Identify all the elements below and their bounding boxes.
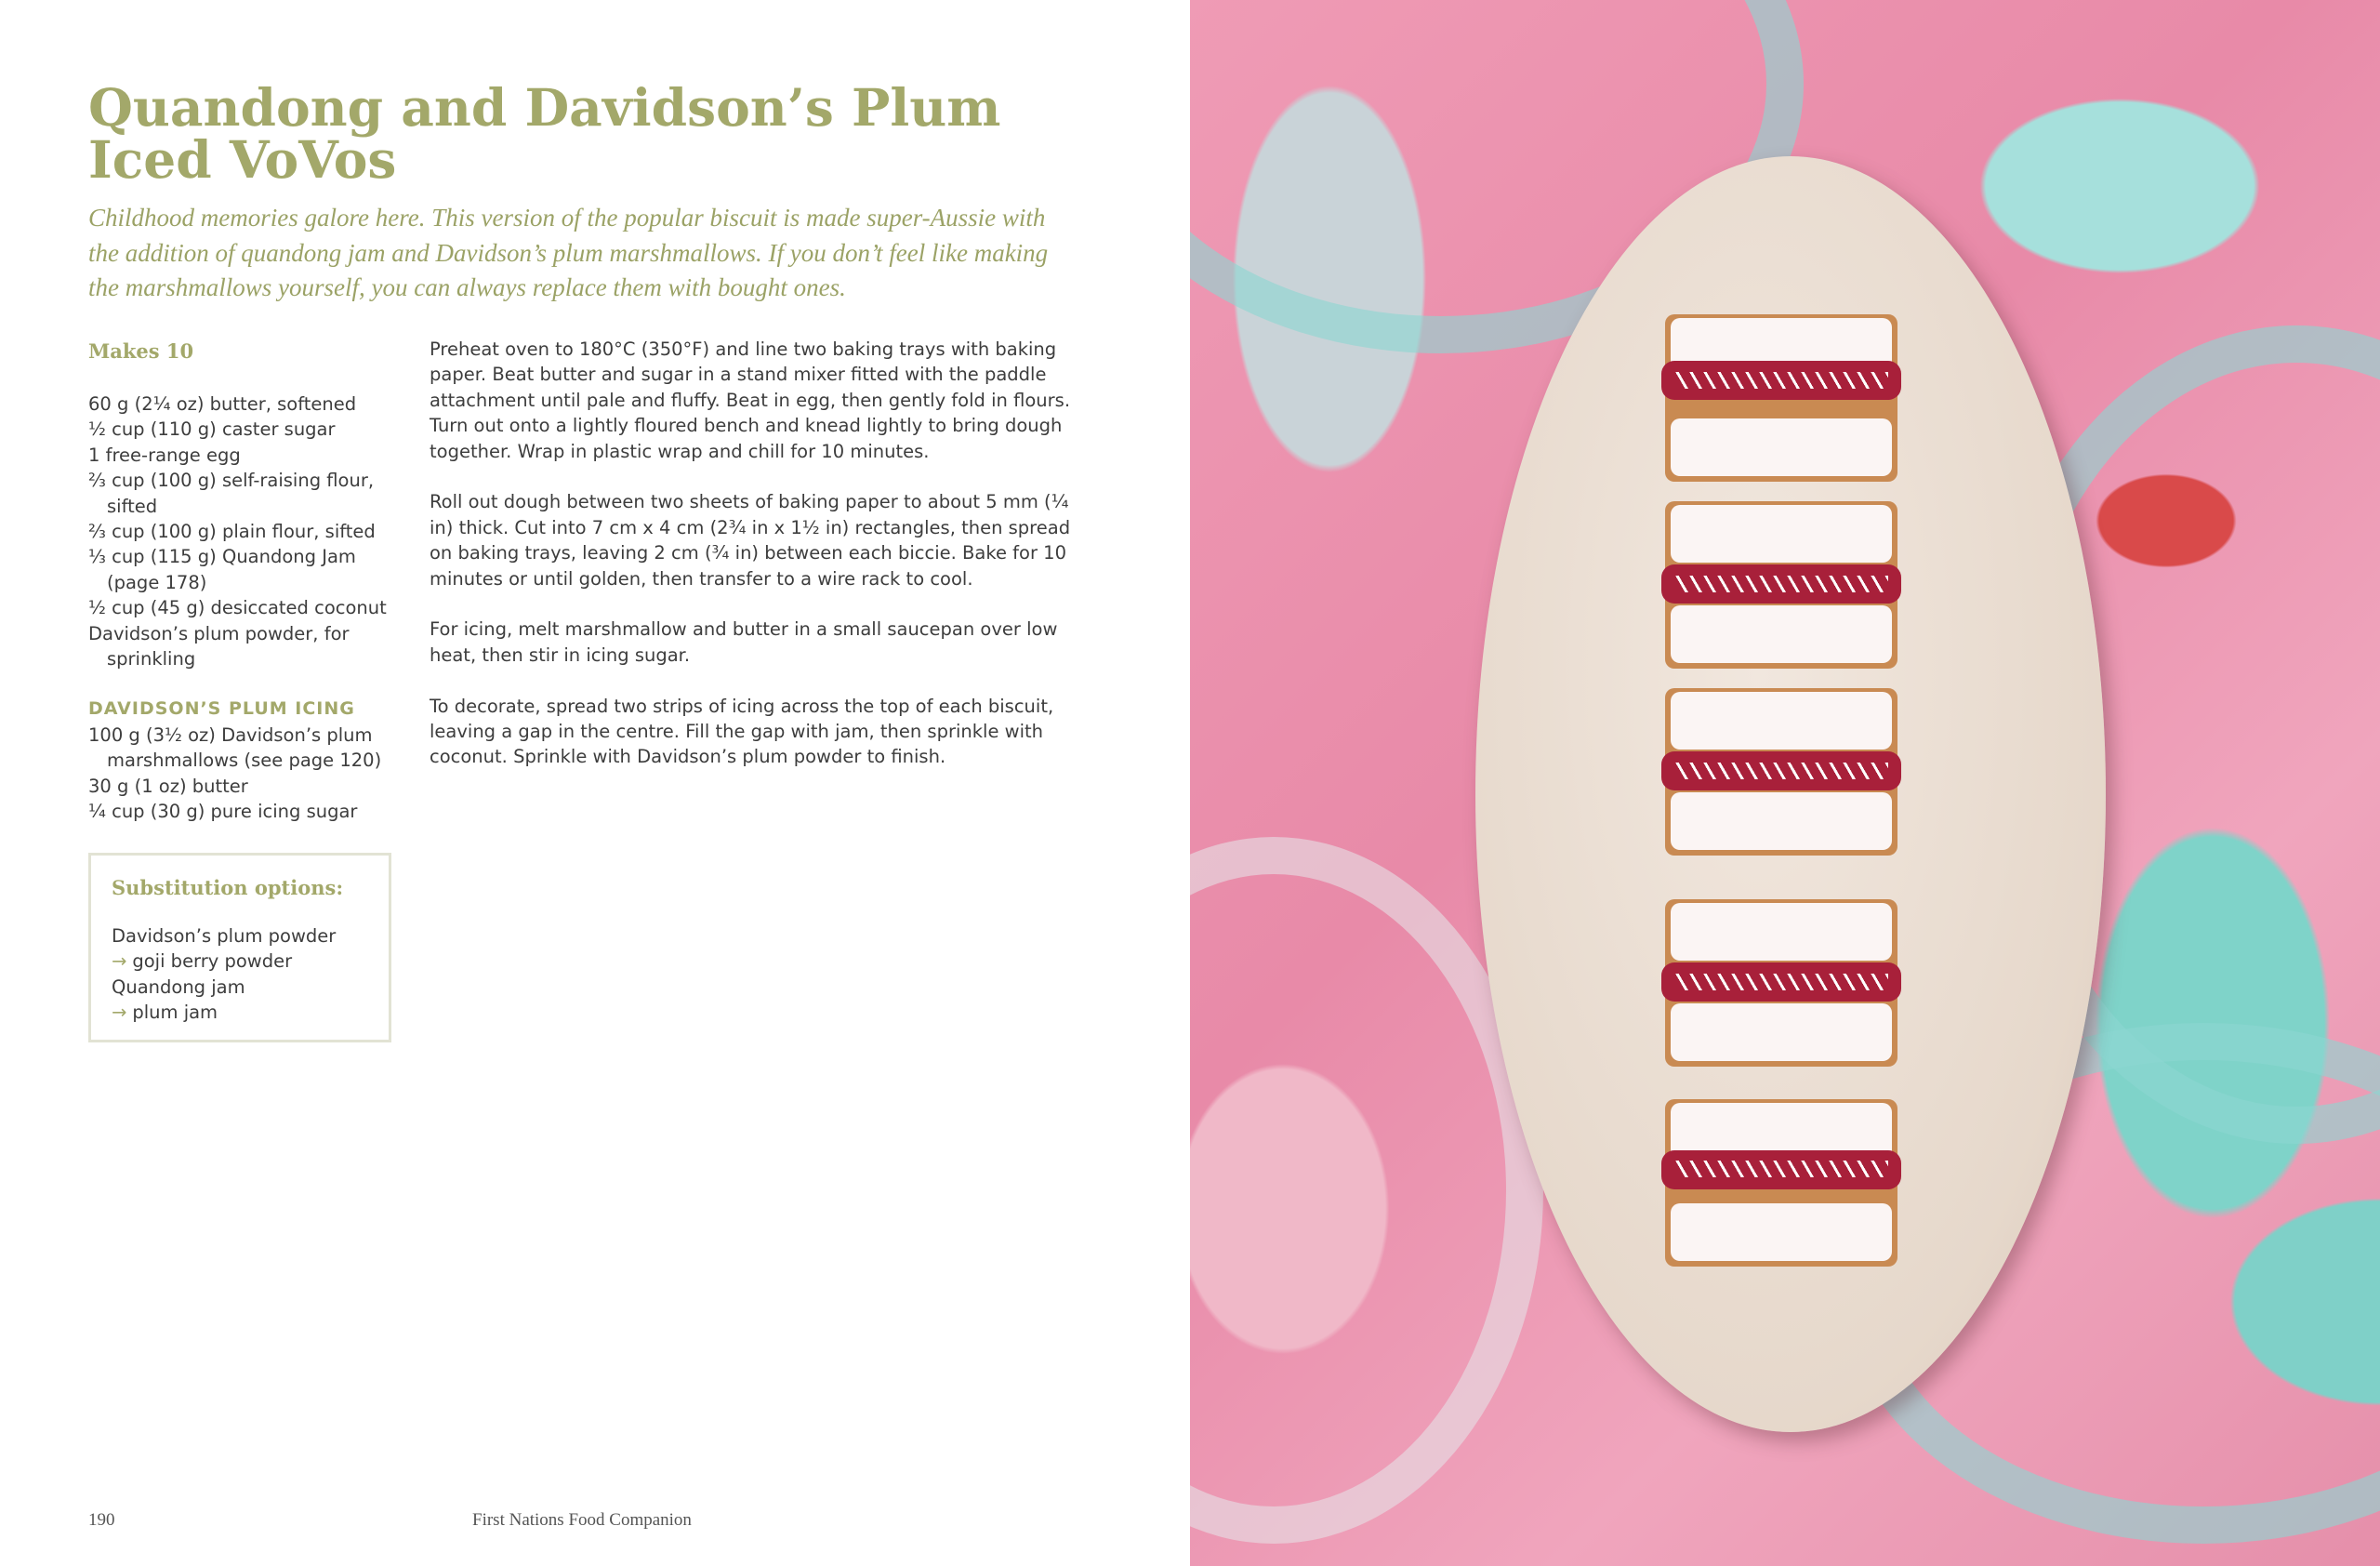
method-column <box>430 337 1080 795</box>
ingredient: 60 g (2¼ oz) butter, softened <box>88 393 357 415</box>
method-step: Roll out dough between two sheets of baking paper to about 5 mm (¼ in) thick. Cut into 7 cm x 4 cm (2¾ in x 1½ in) rectangles, then spread on baking trays, leaving 2 cm (¾ in) between each biccie. Bake for 10 minutes or until golden, then transfer to a wire rack to cool. <box>430 491 1071 590</box>
ingredient-list <box>88 392 404 671</box>
ingredient: 1 free-range egg <box>88 444 241 466</box>
substitution-to-text: plum jam <box>132 1002 218 1024</box>
substitution-from: Quandong jam <box>112 975 245 998</box>
page-number: 190 <box>88 1510 115 1530</box>
icing-heading: DAVIDSON’S PLUM ICING <box>88 698 355 720</box>
ingredient: Davidson’s plum powder, for sprinkling <box>88 622 350 670</box>
ingredient: ⅔ cup (100 g) plain flour, sifted <box>88 521 376 543</box>
arrow-right-icon: → <box>112 1002 127 1024</box>
biscuit <box>1665 688 1897 856</box>
recipe-photo <box>1190 0 2380 1566</box>
method-step: To decorate, spread two strips of icing across the top of each biscuit, leaving a gap in the centre. Fill the gap with jam, then sprinkle with coconut. Sprinkle with Davidson’s plum powder to finish. <box>430 695 1054 768</box>
substitution-from: Davidson’s plum powder <box>112 925 337 947</box>
icing-ingredient-list <box>88 723 404 825</box>
biscuit <box>1665 314 1897 482</box>
yield: Makes 10 <box>88 339 194 363</box>
ingredient: 30 g (1 oz) butter <box>88 775 248 797</box>
biscuit <box>1665 1099 1897 1267</box>
recipe-intro: Childhood memories galore here. This version of the popular biscuit is made super-Aussie with the addition of quandong jam and Davidson’s plum marshmallows. If you don’t feel like making the marshmallows yourself, you can always replace them with bought ones. <box>88 204 1049 302</box>
ingredient: 100 g (3½ oz) Davidson’s plum marshmallows (see page 120) <box>88 723 382 772</box>
substitution-heading: Substitution options: <box>112 876 344 899</box>
ingredients-column <box>88 337 404 825</box>
biscuit <box>1665 899 1897 1067</box>
substitution-to-text: goji berry powder <box>132 950 293 973</box>
method-step: Preheat oven to 180°C (350°F) and line two baking trays with baking paper. Beat butter and sugar in a stand mixer fitted with the paddle attachment until pale and fluffy. Beat in egg, then gently fold in flours. Turn out onto a lightly floured bench and knead lightly to bring dough together. Wrap in plastic wrap and chill for 10 minutes. <box>430 338 1071 462</box>
ingredient: ¼ cup (30 g) pure icing sugar <box>88 801 358 823</box>
arrow-right-icon: → <box>112 950 127 973</box>
recipe-title: Quandong and Davidson’s Plum Iced VoVos <box>88 77 1001 190</box>
ingredient: ½ cup (45 g) desiccated coconut <box>88 597 387 619</box>
running-footer: First Nations Food Companion <box>472 1510 692 1530</box>
ingredient: ½ cup (110 g) caster sugar <box>88 418 336 441</box>
substitution-box <box>88 853 391 1042</box>
method-step: For icing, melt marshmallow and butter in a small saucepan over low heat, then stir in icing sugar. <box>430 618 1058 666</box>
ingredient: ⅔ cup (100 g) self-raising flour, sifted <box>88 470 375 517</box>
substitution-to <box>112 1000 368 1025</box>
ingredient: ⅓ cup (115 g) Quandong Jam (page 178) <box>88 546 356 593</box>
biscuit <box>1665 501 1897 669</box>
substitution-to <box>112 949 368 974</box>
